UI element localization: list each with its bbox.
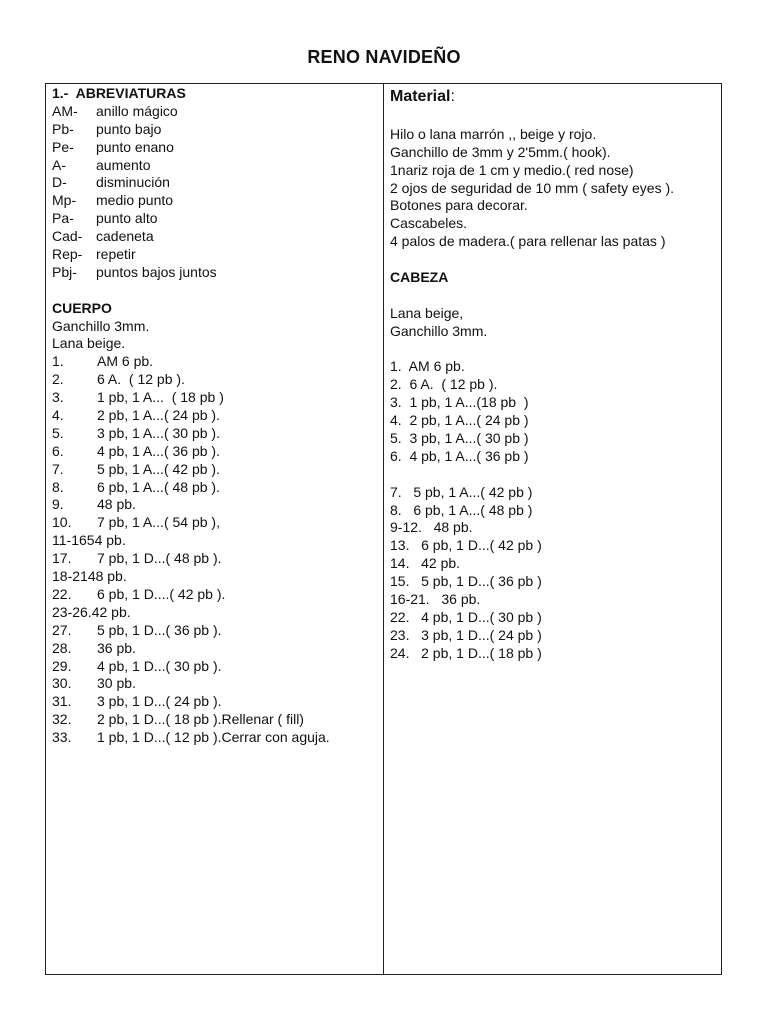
cuerpo-step [52, 443, 383, 461]
cuerpo-step [52, 479, 383, 497]
abbreviation-value: puntos bajos juntos [96, 263, 217, 280]
step-text: 54 pb. [86, 532, 126, 549]
abbreviation-key: Pe- [52, 138, 74, 155]
cabeza-step: 8. 6 pb, 1 A...( 48 pb ) [390, 501, 533, 518]
abbreviation-value: repetir [96, 246, 136, 263]
step-number: 32. [52, 711, 72, 728]
abbreviation-key: AM- [52, 102, 78, 119]
step-text: 7 pb, 1 D...( 48 pb ). [97, 550, 222, 567]
cuerpo-step [52, 640, 383, 658]
step-text: 2 pb, 1 D...( 18 pb ).Rellenar ( fill) [97, 711, 304, 728]
right-column [384, 84, 721, 974]
cabeza-step: 16-21. 36 pb. [390, 591, 481, 608]
cabeza-step: 24. 2 pb, 1 D...( 18 pb ) [390, 644, 542, 661]
cabeza-step: 13. 6 pb, 1 D...( 42 pb ) [390, 537, 542, 554]
cuerpo-step [52, 353, 383, 371]
abbreviation-row [52, 246, 383, 264]
cuerpo-step [52, 693, 383, 711]
cuerpo-step [52, 658, 383, 676]
step-number: 31. [52, 693, 72, 710]
step-number: 8. [52, 478, 64, 495]
cuerpo-heading: CUERPO [52, 299, 112, 316]
page-title: RENO NAVIDEÑO [307, 47, 461, 67]
step-text: 6 pb, 1 D....( 42 pb ). [97, 585, 226, 602]
material-item: Hilo o lana marrón ,, beige y rojo. [390, 125, 597, 142]
cuerpo-step [52, 675, 383, 693]
spacer [390, 251, 721, 269]
cabeza-steps-list [390, 358, 721, 465]
step-number: 17. [52, 550, 72, 567]
cuerpo-step [52, 461, 383, 479]
spacer [390, 466, 721, 484]
material-item: 2 ojos de seguridad de 10 mm ( safety eyes ). [390, 179, 675, 196]
abbreviations-heading: 1.- ABREVIATURAS [52, 85, 186, 101]
step-text: 3 pb, 1 D...( 24 pb ). [97, 693, 222, 710]
step-text: 6 A. ( 12 pb ). [97, 371, 185, 388]
step-number: 27. [52, 621, 72, 638]
cuerpo-step [52, 407, 383, 425]
step-text: 42 pb. [91, 603, 131, 620]
cuerpo-step [52, 604, 383, 622]
cabeza-step: 5. 3 pb, 1 A...( 30 pb ) [390, 430, 529, 447]
step-text: 1 pb, 1 A... ( 18 pb ) [97, 389, 224, 406]
abbreviation-value: aumento [96, 156, 151, 173]
spacer [390, 341, 721, 359]
step-number: 28. [52, 639, 72, 656]
step-number: 2. [52, 371, 64, 388]
step-text: 4 pb, 1 A...( 36 pb ). [97, 442, 220, 459]
step-number: 18-21 [52, 568, 88, 585]
cabeza-step: 3. 1 pb, 1 A...(18 pb ) [390, 394, 529, 411]
step-number: 9. [52, 496, 64, 513]
cabeza-step: 23. 3 pb, 1 D...( 24 pb ) [390, 626, 542, 643]
material-item: Botones para decorar. [390, 197, 528, 214]
cabeza-step: 15. 5 pb, 1 D...( 36 pb ) [390, 573, 542, 590]
abbreviation-row [52, 174, 383, 192]
abbreviation-row [52, 210, 383, 228]
step-number: 22. [52, 585, 72, 602]
step-number: 3. [52, 389, 64, 406]
cuerpo-step [52, 550, 383, 568]
cuerpo-step [52, 371, 383, 389]
abbreviation-value: punto bajo [96, 120, 162, 137]
abbreviation-key: Pb- [52, 120, 74, 137]
cabeza-step: 22. 4 pb, 1 D...( 30 pb ) [390, 608, 542, 625]
cuerpo-step [52, 425, 383, 443]
material-heading-text: Material [390, 88, 451, 105]
step-text: 3 pb, 1 A...( 30 pb ). [97, 424, 220, 441]
abbreviation-value: disminución [96, 174, 170, 191]
step-text: 48 pb. [87, 568, 127, 585]
spacer [390, 108, 721, 126]
step-number: 7. [52, 460, 64, 477]
abbreviation-key: Cad- [52, 228, 83, 245]
step-number: 30. [52, 675, 72, 692]
pattern-table [45, 83, 722, 975]
step-text: 7 pb, 1 A...( 54 pb ), [97, 514, 220, 531]
cabeza-step: 1. AM 6 pb. [390, 358, 465, 375]
cuerpo-step [52, 586, 383, 604]
step-text: 1 pb, 1 D...( 12 pb ).Cerrar con aguja. [97, 729, 330, 746]
abbreviation-value: punto alto [96, 210, 158, 227]
spacer [52, 282, 383, 300]
left-column [46, 84, 384, 974]
abbreviation-row [52, 157, 383, 175]
abbreviation-value: anillo mágico [96, 102, 178, 119]
material-item: 4 palos de madera.( para rellenar las patas ) [390, 233, 666, 250]
step-text: 2 pb, 1 A...( 24 pb ). [97, 407, 220, 424]
material-heading [390, 86, 721, 108]
step-number: 5. [52, 424, 64, 441]
cuerpo-step [52, 622, 383, 640]
cuerpo-step [52, 729, 383, 747]
step-text: 30 pb. [97, 675, 136, 692]
cabeza-step: 6. 4 pb, 1 A...( 36 pb ) [390, 447, 529, 464]
cuerpo-step [52, 514, 383, 532]
material-list [390, 126, 721, 251]
cuerpo-steps-list [52, 353, 383, 747]
abbreviation-row [52, 228, 383, 246]
abbreviation-row [52, 103, 383, 121]
material-heading-colon: : [450, 88, 455, 105]
abbreviation-row [52, 121, 383, 139]
abbreviation-key: A- [52, 156, 66, 173]
step-number: 10. [52, 514, 72, 531]
step-text: 36 pb. [97, 639, 136, 656]
abbreviation-value: cadeneta [96, 228, 154, 245]
abbreviation-key: Pbj- [52, 263, 77, 280]
step-text: AM 6 pb. [97, 353, 154, 370]
spacer [390, 287, 721, 305]
step-number: 29. [52, 657, 72, 674]
step-number: 4. [52, 407, 64, 424]
cuerpo-line: Ganchillo 3mm. [52, 317, 150, 334]
cabeza-steps-list [390, 484, 721, 663]
step-text: 6 pb, 1 A...( 48 pb ). [97, 478, 220, 495]
cabeza-step: 4. 2 pb, 1 A...( 24 pb ) [390, 412, 529, 429]
cabeza-step: 2. 6 A. ( 12 pb ). [390, 376, 498, 393]
step-text: 5 pb, 1 D...( 36 pb ). [97, 621, 222, 638]
cabeza-line: Ganchillo 3mm. [390, 322, 488, 339]
abbreviation-row [52, 139, 383, 157]
cuerpo-step [52, 568, 383, 586]
material-item: Ganchillo de 3mm y 2'5mm.( hook). [390, 143, 611, 160]
cabeza-step: 9-12. 48 pb. [390, 519, 473, 536]
step-text: 48 pb. [97, 496, 136, 513]
cuerpo-line: Lana beige. [52, 335, 126, 352]
material-item: 1nariz roja de 1 cm y medio.( red nose) [390, 161, 634, 178]
abbreviations-list [52, 103, 383, 282]
abbreviation-key: Rep- [52, 246, 83, 263]
step-number: 6. [52, 442, 64, 459]
cabeza-heading: CABEZA [390, 269, 449, 286]
step-text: 5 pb, 1 A...( 42 pb ). [97, 460, 220, 477]
cuerpo-step [52, 711, 383, 729]
step-text: 4 pb, 1 D...( 30 pb ). [97, 657, 222, 674]
cabeza-line: Lana beige, [390, 304, 464, 321]
abbreviation-value: medio punto [96, 192, 174, 209]
cabeza-step: 7. 5 pb, 1 A...( 42 pb ) [390, 483, 533, 500]
material-item: Cascabeles. [390, 215, 468, 232]
step-number: 23-26. [52, 603, 92, 620]
cabeza-step: 14. 42 pb. [390, 555, 461, 572]
abbreviation-value: punto enano [96, 138, 174, 155]
step-number: 1. [52, 353, 64, 370]
abbreviation-row [52, 264, 383, 282]
abbreviation-key: Pa- [52, 210, 74, 227]
cuerpo-step [52, 389, 383, 407]
abbreviation-key: D- [52, 174, 67, 191]
cuerpo-step [52, 532, 383, 550]
cuerpo-step [52, 496, 383, 514]
abbreviation-key: Mp- [52, 192, 77, 209]
step-number: 33. [52, 729, 72, 746]
step-number: 11-16 [52, 532, 87, 549]
abbreviation-row [52, 192, 383, 210]
